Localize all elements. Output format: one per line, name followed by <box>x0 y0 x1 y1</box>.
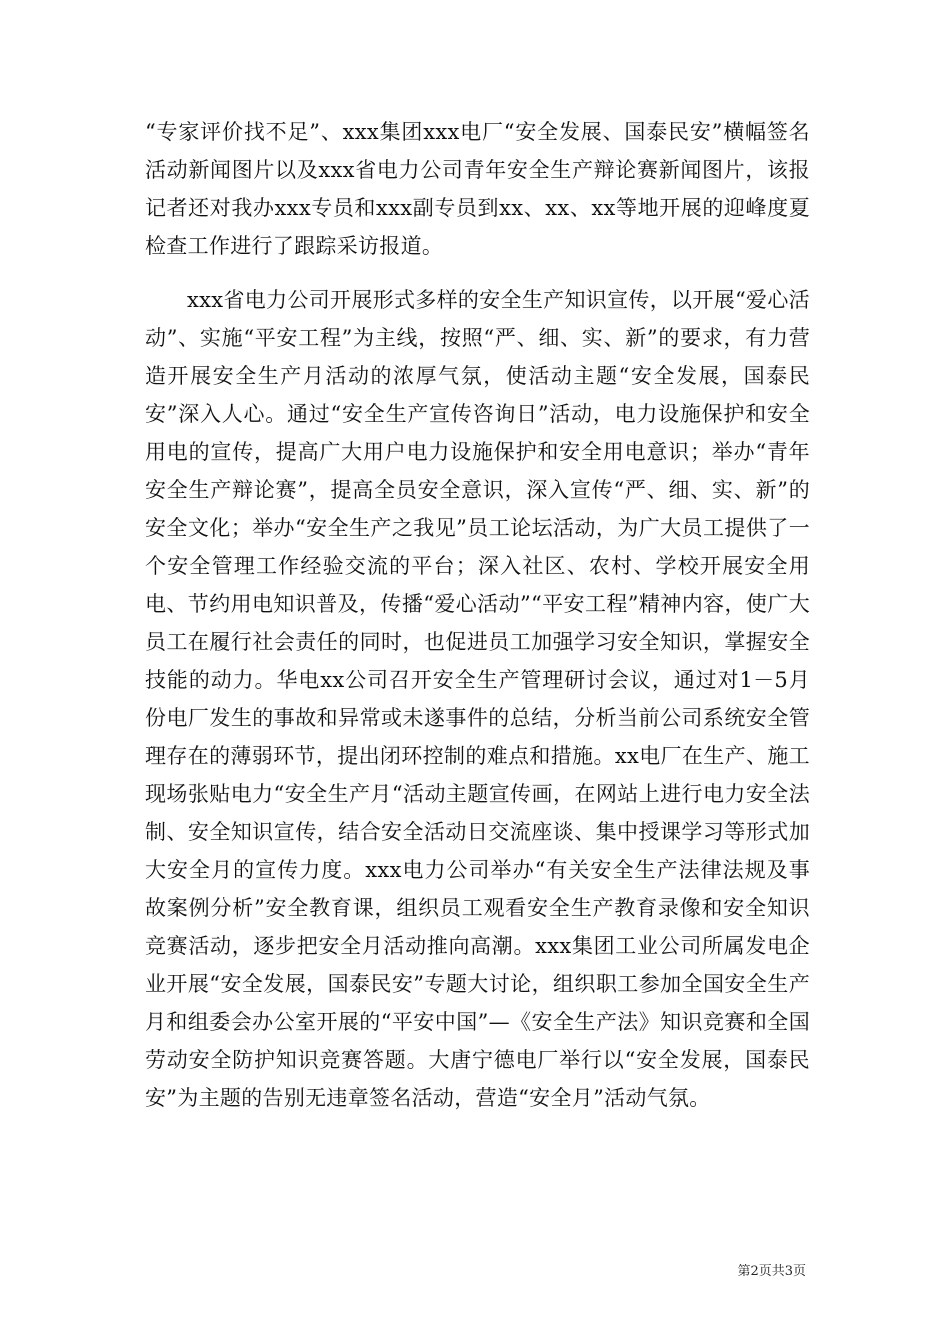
document-body <box>145 113 810 1117</box>
paragraph-safety-publicity: xxx省电力公司开展形式多样的安全生产知识宣传，以开展“爱心活动”、实施“平安工程”为主线，按照“严、细、实、新”的要求，有力营造开展安全生产月活动的浓厚气氛，使活动主题“安全发展，国泰民安”深入人心。通过“安全生产宣传咨询日”活动，电力设施保护和安全用电的宣传，提高广大用户电力设施保护和安全用电意识；举办“青年安全生产辩论赛”，提高全员安全意识，深入宣传“严、细、实、新”的安全文化；举办“安全生产之我见”员工论坛活动，为广大员工提供了一个安全管理工作经验交流的平台；深入社区、农村、学校开展安全用电、节约用电知识普及，传播“爱心活动”“平安工程”精神内容，使广大员工在履行社会责任的同时，也促进员工加强学习安全知识，掌握安全技能的动力。华电xx公司召开安全生产管理研讨会议，通过对1－5月份电厂发生的事故和异常或未遂事件的总结，分析当前公司系统安全管理存在的薄弱环节，提出闭环控制的难点和措施。xx电厂在生产、施工现场张贴电力“安全生产月“活动主题宣传画，在网站上进行电力安全法制、安全知识宣传，结合安全活动日交流座谈、集中授课学习等形式加大安全月的宣传力度。xxx电力公司举办“有关安全生产法律法规及事故案例分析”安全教育课，组织员工观看安全生产教育录像和安全知识竞赛活动，逐步把安全月活动推向高潮。xxx集团工业公司所属发电企业开展“安全发展，国泰民安”专题大讨论，组织职工参加全国安全生产月和组委会办公室开展的“平安中国”—《安全生产法》知识竞赛和全国劳动安全防护知识竞赛答题。大唐宁德电厂举行以“安全发展，国泰民安”为主题的告别无违章签名活动，营造“安全月”活动气氛。 <box>145 288 810 1110</box>
paragraph-continuation: “专家评价找不足”、xxx集团xxx电厂“安全发展、国泰民安”横幅签名活动新闻图片以及xxx省电力公司青年安全生产辩论赛新闻图片，该报记者还对我办xxx专员和xxx副专员到xx、xx、xx等地开展的迎峰度夏检查工作进行了跟踪采访报道。 <box>145 120 810 258</box>
page-number-footer: 第2页共3页 <box>737 1264 806 1279</box>
